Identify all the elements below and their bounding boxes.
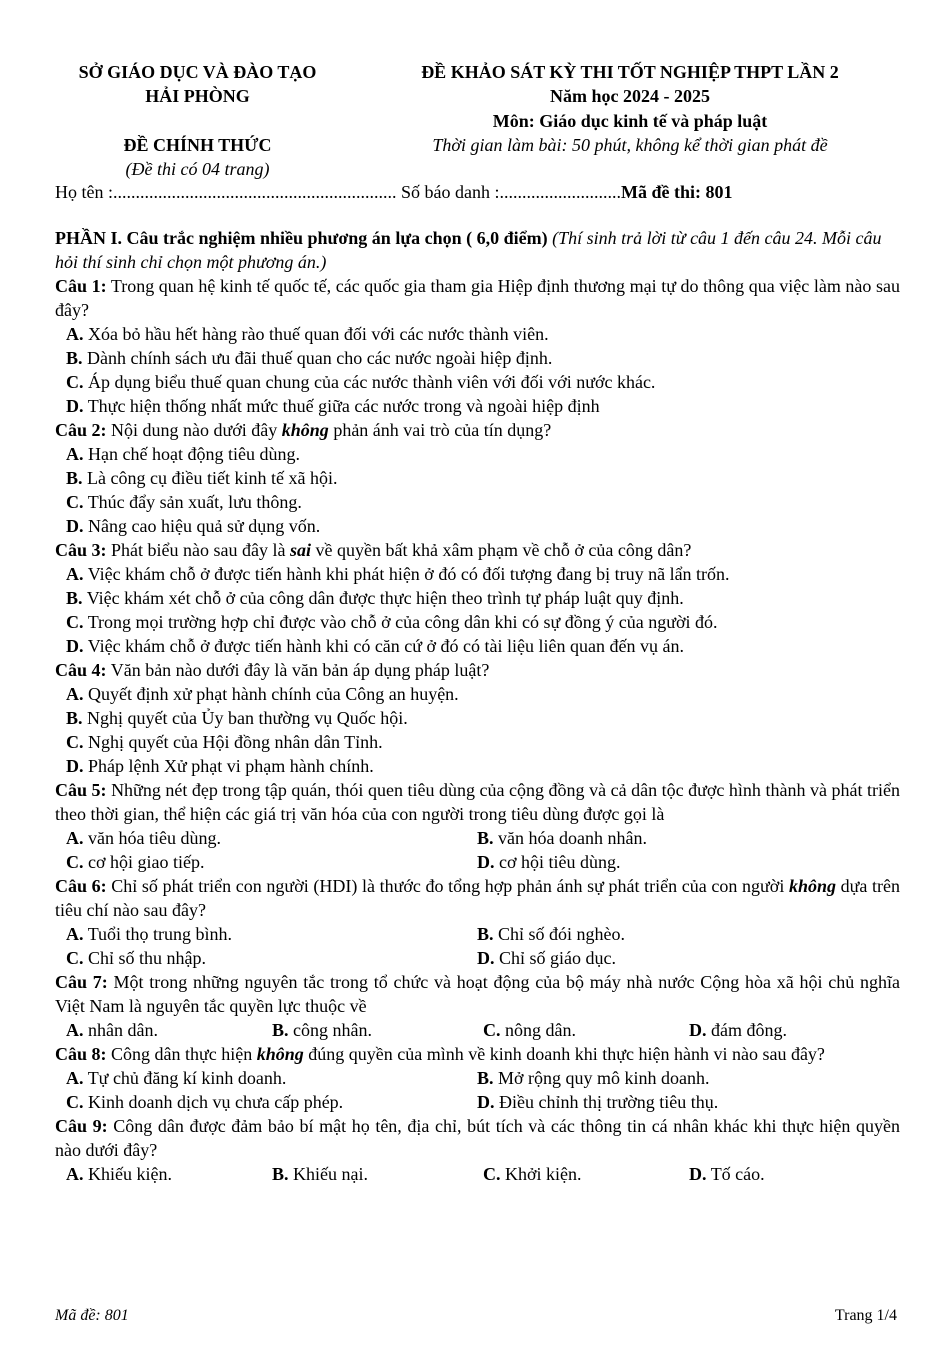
options-5-row1 [66, 826, 900, 850]
options-9 [66, 1162, 900, 1186]
footer-page-number: Trang 1/4 [834, 1307, 897, 1324]
option-5d: D. cơ hội tiêu dùng. [477, 852, 621, 872]
question-4: Câu 4: Văn bản nào dưới đây là văn bản áp dụng pháp luật? [55, 660, 490, 680]
exam-time: Thời gian làm bài: 50 phút, không kể thời gian phát đề [432, 135, 828, 155]
option-7c: C. nông dân. [483, 1020, 576, 1040]
option-7d: D. đám đông. [689, 1020, 787, 1040]
department-name: SỞ GIÁO DỤC VÀ ĐÀO TẠO [78, 62, 317, 82]
option-5c: C. cơ hội giao tiếp. [66, 852, 205, 872]
options-6-row2 [66, 946, 900, 970]
option-5b: B. văn hóa doanh nhân. [477, 828, 647, 848]
option-7b: B. công nhân. [272, 1020, 372, 1040]
option-1c: C. Áp dụng biểu thuế quan chung của các nước thành viên với đối với nước khác. [66, 372, 656, 392]
school-year: Năm học 2024 - 2025 [550, 86, 710, 106]
option-9d: D. Tố cáo. [689, 1164, 765, 1184]
question-6: Câu 6: Chỉ số phát triển con người (HDI) là thước đo tổng hợp phản ánh sự phát triển của con người không dựa trên tiêu chí nào sau đây? [55, 876, 901, 920]
option-1a: A. Xóa bỏ hầu hết hàng rào thuế quan đối với các nước thành viên. [66, 324, 549, 344]
question-1: Câu 1: Trong quan hệ kinh tế quốc tế, các quốc gia tham gia Hiệp định thương mại tự do thông qua việc làm nào sau đây? [55, 276, 900, 320]
option-4c: C. Nghị quyết của Hội đồng nhân dân Tỉnh. [66, 732, 383, 752]
candidate-name-field: Họ tên :............................................................... Số báo danh :...........................Mã đề thi: 801 [55, 182, 733, 202]
option-6a: A. Tuổi thọ trung bình. [66, 924, 233, 944]
option-2b: B. Là công cụ điều tiết kinh tế xã hội. [66, 468, 338, 488]
options-8-row2 [66, 1090, 900, 1114]
option-6b: B. Chỉ số đói nghèo. [477, 924, 626, 944]
option-3c: C. Trong mọi trường hợp chỉ được vào chỗ ở của công dân khi có sự đồng ý của người đó. [66, 612, 718, 632]
option-3b: B. Việc khám xét chỗ ở của công dân được thực hiện theo trình tự pháp luật quy định. [66, 588, 684, 608]
option-1b: B. Dành chính sách ưu đãi thuế quan cho các nước ngoài hiệp định. [66, 348, 553, 368]
option-2a: A. Hạn chế hoạt động tiêu dùng. [66, 444, 300, 464]
option-8c: C. Kinh doanh dịch vụ chưa cấp phép. [66, 1092, 344, 1112]
option-2d: D. Nâng cao hiệu quả sử dụng vốn. [66, 516, 321, 536]
option-1d: D. Thực hiện thống nhất mức thuế giữa các nước trong và ngoài hiệp định [66, 396, 600, 416]
question-8: Câu 8: Công dân thực hiện không đúng quyền của mình về kinh doanh khi thực hiện hành vi nào sau đây? [55, 1044, 825, 1064]
exam-code: Mã đề thi: 801 [621, 182, 733, 202]
option-7a: A. nhân dân. [66, 1020, 158, 1040]
option-4d: D. Pháp lệnh Xử phạt vi phạm hành chính. [66, 756, 374, 776]
option-6c: C. Chỉ số thu nhập. [66, 948, 207, 968]
option-3d: D. Việc khám chỗ ở được tiến hành khi có căn cứ ở đó có tài liệu liên quan đến vụ án. [66, 636, 684, 656]
option-4a: A. Quyết định xử phạt hành chính của Công an huyện. [66, 684, 459, 704]
subject: Môn: Giáo dục kinh tế và pháp luật [492, 111, 768, 131]
question-9: Câu 9: Công dân được đảm bảo bí mật họ tên, địa chỉ, bút tích và các thông tin cá nhân khác khi thực hiện quyền nào dưới đây? [55, 1116, 901, 1160]
option-5a: A. văn hóa tiêu dùng. [66, 828, 221, 848]
pages-note: (Đề thi có 04 trang) [125, 159, 270, 179]
footer-exam-code: Mã đề: 801 [55, 1307, 129, 1324]
option-9b: B. Khiếu nại. [272, 1164, 368, 1184]
option-8d: D. Điều chỉnh thị trường tiêu thụ. [477, 1092, 719, 1112]
question-2: Câu 2: Nội dung nào dưới đây không phản ánh vai trò của tín dụng? [55, 420, 552, 440]
option-9c: C. Khởi kiện. [483, 1164, 582, 1184]
question-5: Câu 5: Những nét đẹp trong tập quán, thói quen tiêu dùng của cộng đồng và cả dân tộc được hình thành và phát triển theo thời gian, thể hiện các giá trị văn hóa của con người trong tiêu dùng được gọi là [55, 780, 900, 824]
options-5-row2 [66, 850, 900, 874]
options-8-row1 [66, 1066, 900, 1090]
option-9a: A. Khiếu kiện. [66, 1164, 172, 1184]
option-8b: B. Mở rộng quy mô kinh doanh. [477, 1068, 710, 1088]
options-6-row1 [66, 922, 900, 946]
options-7 [66, 1018, 900, 1042]
section-heading: PHẦN I. Câu trắc nghiệm nhiều phương án lựa chọn ( 6,0 điểm) (Thí sinh trả lời từ câu 1 đến câu 24. Mỗi câu hỏi thí sinh chỉ chọn một phương án.) [55, 228, 882, 272]
option-8a: A. Tự chủ đăng kí kinh doanh. [66, 1068, 287, 1088]
option-2c: C. Thúc đẩy sản xuất, lưu thông. [66, 492, 302, 512]
exam-body [55, 226, 900, 1186]
exam-title: ĐỀ KHẢO SÁT KỲ THI TỐT NGHIỆP THPT LẦN 2 [421, 62, 839, 82]
department-city: HẢI PHÒNG [145, 86, 250, 106]
official-label: ĐỀ CHÍNH THỨC [123, 135, 272, 155]
question-7: Câu 7: Một trong những nguyên tắc trong tổ chức và hoạt động của bộ máy nhà nước Cộng hòa xã hội chủ nghĩa Việt Nam là nguyên tắc quyền lực thuộc về [55, 972, 901, 1016]
option-6d: D. Chỉ số giáo dục. [477, 948, 616, 968]
option-4b: B. Nghị quyết của Ủy ban thường vụ Quốc hội. [66, 708, 408, 728]
question-3: Câu 3: Phát biểu nào sau đây là sai về quyền bất khả xâm phạm về chỗ ở của công dân? [55, 540, 692, 560]
candidate-id-field: Số báo danh :........................... [401, 182, 621, 202]
option-3a: A. Việc khám chỗ ở được tiến hành khi phát hiện ở đó có đối tượng đang bị truy nã lẩn trốn. [66, 564, 730, 584]
